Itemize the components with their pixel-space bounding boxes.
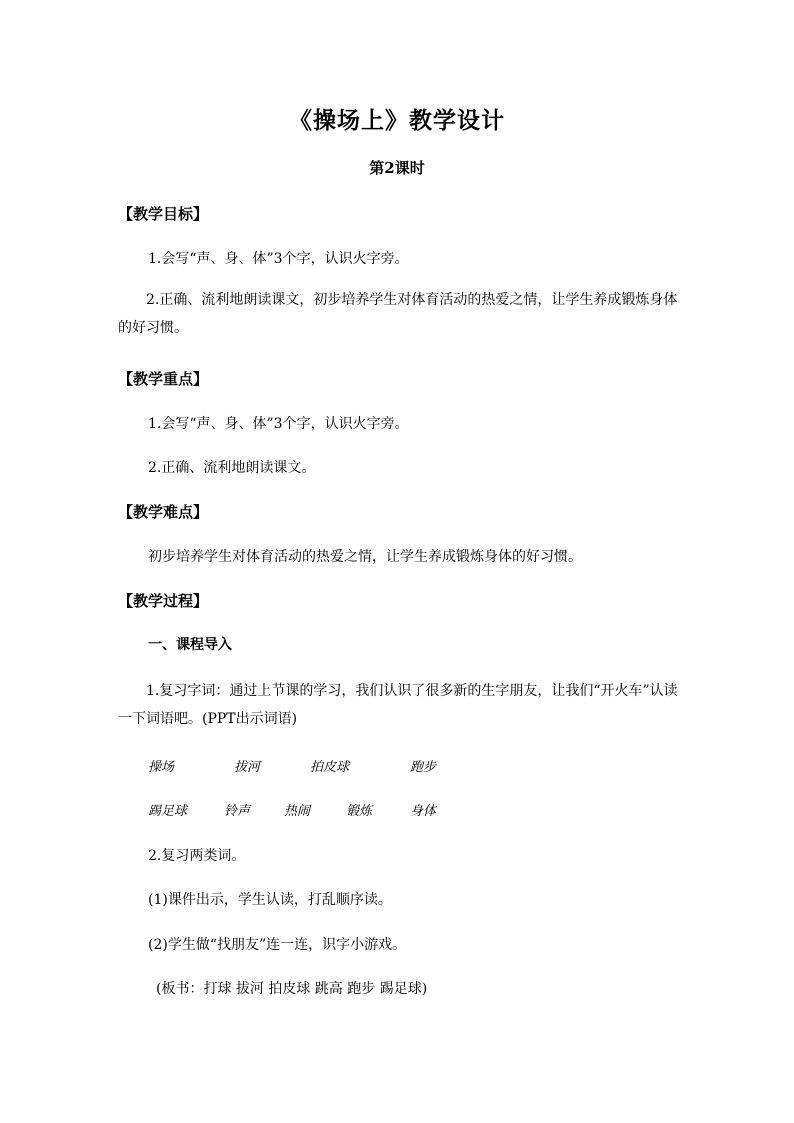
lesson-period: 第2课时: [369, 159, 425, 177]
process-part1-heading: 一、课程导入: [148, 637, 232, 653]
vocab-word: 铃声: [224, 804, 251, 819]
vocab-word: 踢足球: [148, 804, 188, 819]
section-heading-key-points: 【教学重点】: [118, 370, 209, 388]
process-step-2b: (2)学生做“找朋友”连一连，识字小游戏。: [148, 937, 407, 953]
vocab-word: 身体: [410, 804, 437, 819]
key-point-item-1: 1.会写“声、身、体”3个字，认识火字旁。: [148, 416, 409, 432]
board-writing: (板书：打球 拔河 拍皮球 跳高 跑步 踢足球): [156, 981, 428, 997]
key-point-item-2: 2.正确、流利地朗读课文。: [148, 460, 316, 476]
vocab-word: 锻炼: [346, 804, 373, 819]
goal-item-2: 2.正确、流利地朗读课文，初步培养学生对体育活动的热爱之情，让学生养成锻炼身体的好习惯。: [118, 292, 678, 336]
vocab-row-1: [148, 756, 468, 776]
vocab-row-2: [148, 800, 468, 820]
goal-item-1: 1.会写“声、身、体”3个字，认识火字旁。: [148, 251, 409, 267]
vocab-word: 操场: [148, 760, 175, 775]
section-heading-difficulties: 【教学难点】: [118, 503, 209, 521]
section-heading-process: 【教学过程】: [118, 592, 209, 610]
section-heading-goals: 【教学目标】: [118, 205, 209, 223]
process-step-1: 1.复习字词：通过上节课的学习，我们认识了很多新的生字朋友，让我们“开火车”认读一下词语吧。(PPT出示词语): [118, 683, 678, 727]
document-title: 《操场上》教学设计: [289, 107, 505, 134]
vocab-word: 热闹: [284, 804, 311, 819]
process-step-2a: (1)课件出示，学生认读，打乱顺序读。: [148, 892, 392, 908]
difficulty-item-1: 初步培养学生对体育活动的热爱之情，让学生养成锻炼身体的好习惯。: [148, 549, 582, 565]
vocab-word: 跑步: [410, 760, 437, 775]
vocab-word: 拔河: [234, 760, 261, 775]
vocab-word: 拍皮球: [310, 760, 350, 775]
process-step-2: 2.复习两类词。: [148, 848, 246, 864]
